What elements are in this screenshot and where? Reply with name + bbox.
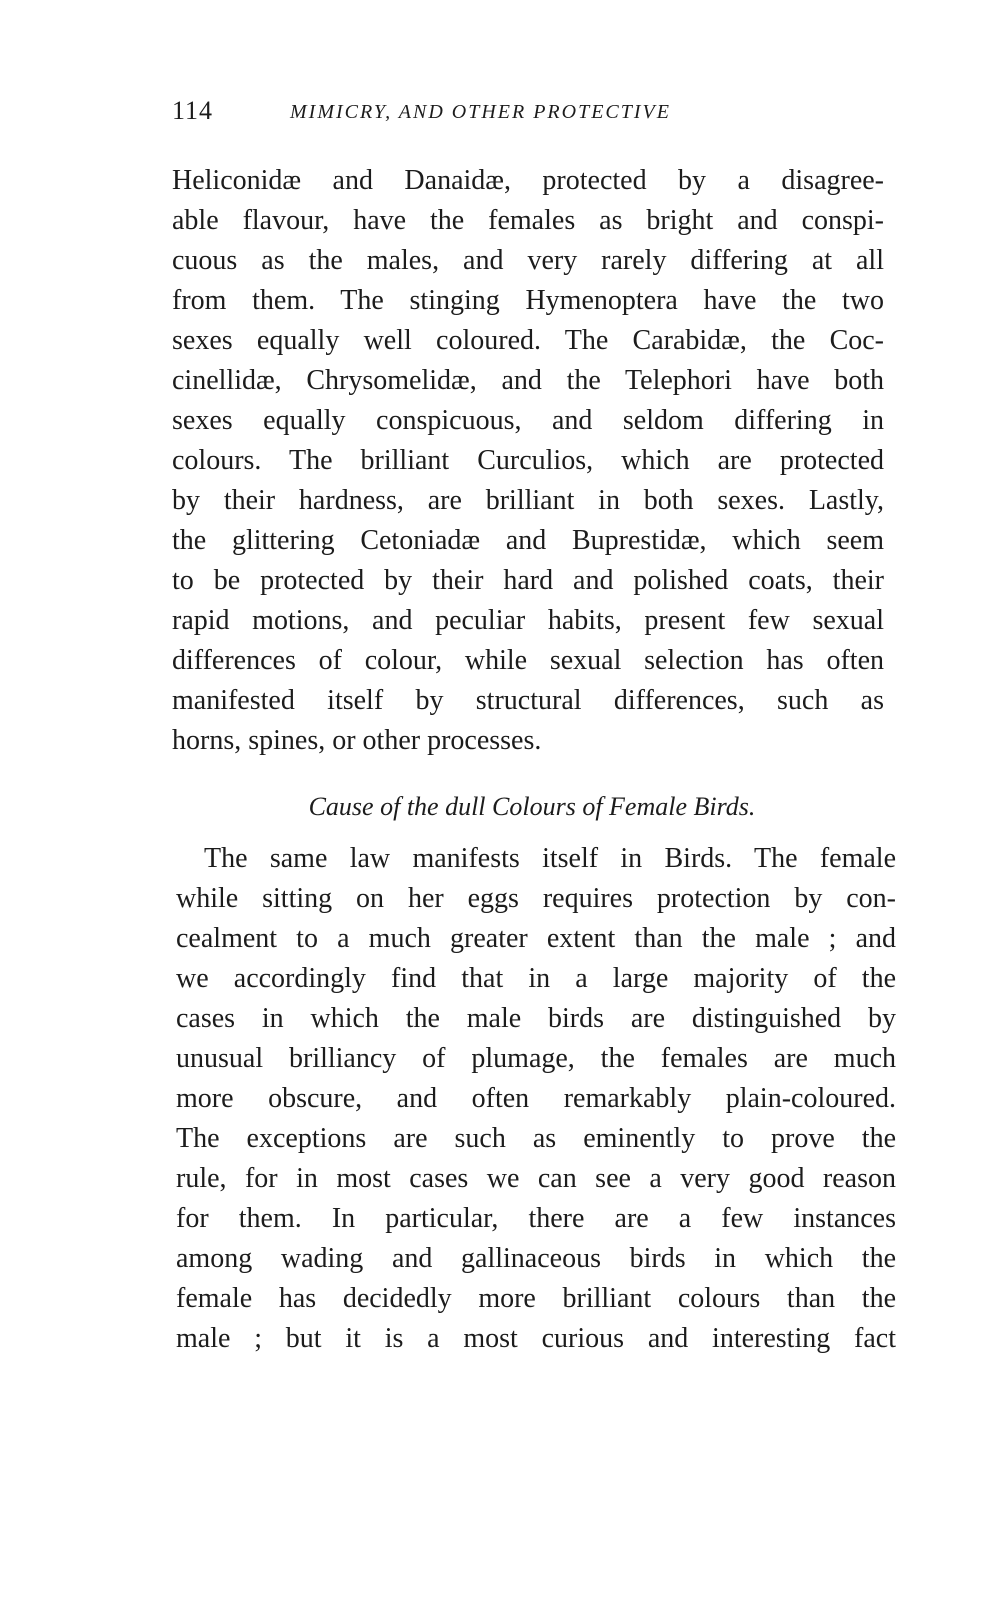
text-line: unusual brilliancy of plumage, the females are much [176, 1043, 896, 1074]
text-line: male ; but it is a most curious and interesting fact [176, 1323, 896, 1354]
text-line: female has decidedly more brilliant colours than the [176, 1283, 896, 1314]
text-line: rapid motions, and peculiar habits, present few sexual [172, 605, 884, 636]
text-line: horns, spines, or other processes. [172, 725, 542, 756]
text-line: the glittering Cetoniadæ and Buprestidæ, which seem [172, 525, 884, 556]
text-line: The same law manifests itself in Birds. The female [204, 843, 896, 874]
text-line: among wading and gallinaceous birds in which the [176, 1243, 896, 1274]
running-title: MIMICRY, AND OTHER PROTECTIVE [290, 101, 671, 123]
text-line: from them. The stinging Hymenoptera have the two [172, 285, 884, 316]
text-line: manifested itself by structural differences, such as [172, 685, 884, 716]
text-line: cases in which the male birds are distinguished by [176, 1003, 896, 1034]
text-line: we accordingly find that in a large majority of the [176, 963, 896, 994]
text-line: cuous as the males, and very rarely differing at all [172, 245, 884, 276]
text-line: able flavour, have the females as bright and conspi- [172, 205, 884, 236]
text-line: more obscure, and often remarkably plain-coloured. [176, 1083, 896, 1114]
text-line: for them. In particular, there are a few instances [176, 1203, 896, 1234]
text-line: The exceptions are such as eminently to prove the [176, 1123, 896, 1154]
section-heading: Cause of the dull Colours of Female Birds. [308, 792, 756, 821]
text-line: sexes equally well coloured. The Carabidæ, the Coc- [172, 325, 884, 356]
text-line: colours. The brilliant Curculios, which are protected [172, 445, 884, 476]
text-line: by their hardness, are brilliant in both sexes. Lastly, [172, 485, 884, 516]
page-number: 114 [172, 96, 214, 125]
text-line: rule, for in most cases we can see a very good reason [176, 1163, 896, 1194]
text-line: Heliconidæ and Danaidæ, protected by a disagree- [172, 165, 884, 196]
running-head [172, 96, 772, 136]
text-line: while sitting on her eggs requires protection by con- [176, 883, 896, 914]
text-line: sexes equally conspicuous, and seldom differing in [172, 405, 884, 436]
text-line: differences of colour, while sexual selection has often [172, 645, 884, 676]
text-line: cealment to a much greater extent than the male ; and [176, 923, 896, 954]
text-line: to be protected by their hard and polished coats, their [172, 565, 884, 596]
text-line: cinellidæ, Chrysomelidæ, and the Telephori have both [172, 365, 884, 396]
